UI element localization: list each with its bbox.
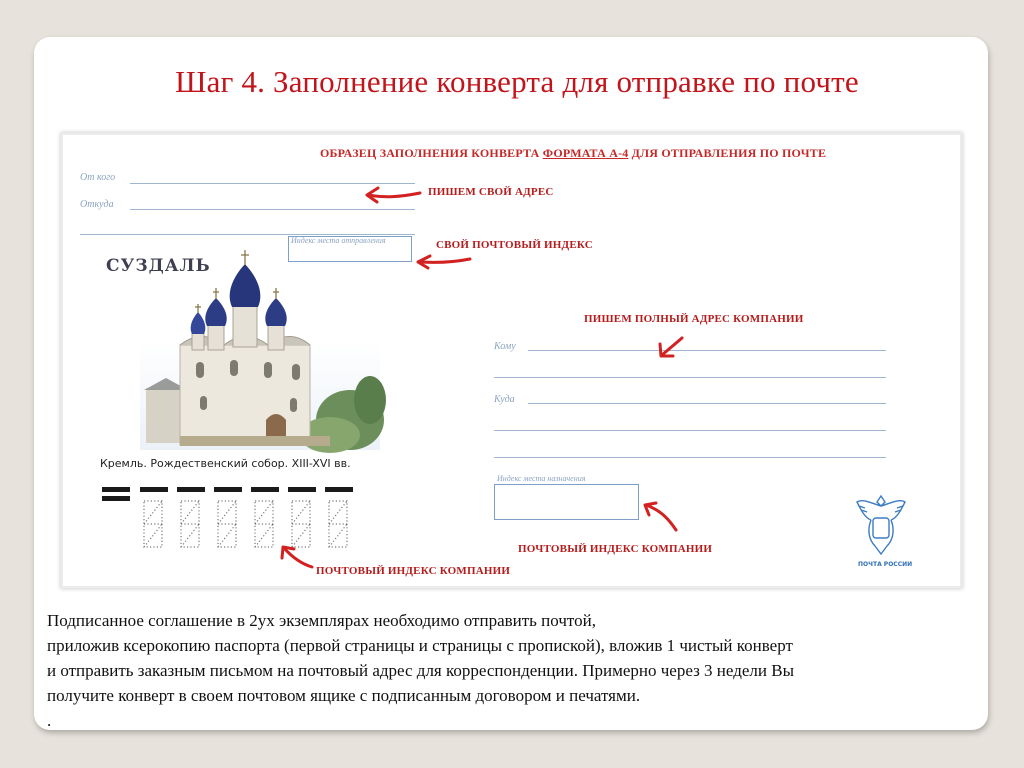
- arrow-company-index: [646, 505, 676, 530]
- slide-title: Шаг 4. Заполнение конверта для отправке по почте: [175, 64, 859, 99]
- recipient-to-label: Кому: [494, 341, 516, 352]
- sender-from-label: От кого: [80, 172, 116, 183]
- arrow-own-address: [368, 193, 420, 197]
- arrow-company-index-bottom: [284, 548, 312, 567]
- note-own-index: СВОЙ ПОЧТОВЫЙ ИНДЕКС: [436, 239, 593, 251]
- note-company-index-bottom: ПОЧТОВЫЙ ИНДЕКС КОМПАНИИ: [316, 565, 511, 577]
- image-caption: Кремль. Рождественский собор. XIII-XVI вв.: [100, 457, 351, 470]
- instruction-line-1: Подписанное соглашение в 2ух экземплярах необходимо отправить почтой,: [47, 611, 596, 630]
- envelope-heading-start: ОБРАЗЕЦ ЗАПОЛНЕНИЯ КОНВЕРТА: [320, 146, 543, 160]
- instruction-paragraph: [47, 608, 967, 733]
- russian-post-logo-text: ПОЧТА РОССИИ: [858, 561, 913, 568]
- instruction-line-4: получите конверт в своем почтовом ящике с подписанным договором и печатями.: [47, 686, 641, 705]
- envelope-heading-end: ДЛЯ ОТПРАВЛЕНИЯ ПО ПОЧТЕ: [628, 146, 827, 160]
- instruction-line-2: приложив ксерокопию паспорта (первой страницы и страницы с пропиской), вложив 1 чистый конверт: [47, 636, 793, 655]
- note-own-address: ПИШЕМ СВОЙ АДРЕС: [428, 186, 554, 198]
- arrow-company-address: [662, 338, 682, 355]
- instruction-line-5: .: [47, 711, 52, 730]
- envelope-heading-format: ФОРМАТА А-4: [542, 146, 629, 160]
- arrow-own-index: [420, 259, 470, 262]
- instruction-line-3: и отправить заказным письмом на почтовый адрес для корреспонденции. Примерно через 3 недели Вы: [47, 661, 794, 680]
- city-name: СУЗДАЛЬ: [106, 256, 211, 276]
- note-company-index: ПОЧТОВЫЙ ИНДЕКС КОМПАНИИ: [518, 543, 713, 555]
- recipient-index-label: Индекс места назначения: [497, 474, 586, 483]
- sender-where-label: Откуда: [80, 199, 114, 210]
- note-company-address: ПИШЕМ ПОЛНЫЙ АДРЕС КОМПАНИИ: [584, 313, 804, 325]
- sender-index-label: Индекс места отправления: [291, 236, 386, 245]
- recipient-where-label: Куда: [494, 394, 515, 405]
